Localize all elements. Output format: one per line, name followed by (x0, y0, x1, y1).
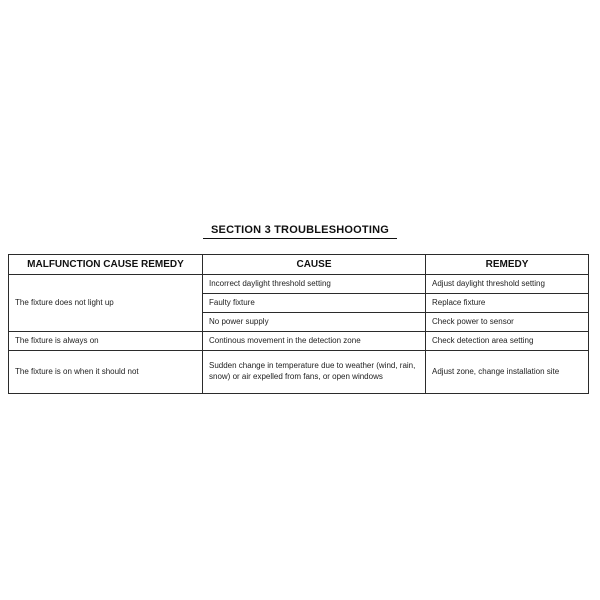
malfunction-cell: The fixture is always on (9, 332, 203, 351)
table-row (9, 351, 589, 394)
remedy-cell: Replace fixture (426, 294, 589, 313)
remedy-cell: Adjust zone, change installation site (426, 351, 589, 394)
table-row (9, 275, 589, 294)
section-title-row (0, 220, 600, 239)
troubleshooting-table (8, 254, 589, 394)
remedy-cell: Check power to sensor (426, 313, 589, 332)
remedy-cell: Adjust daylight threshold setting (426, 275, 589, 294)
cause-cell: Sudden change in temperature due to weather (wind, rain, snow) or air expelled from fans, or open windows (203, 351, 426, 394)
malfunction-cell: The fixture is on when it should not (9, 351, 203, 394)
cause-cell: Faulty fixture (203, 294, 426, 313)
section-title: SECTION 3 TROUBLESHOOTING (203, 224, 397, 239)
header-cell-malfunction: MALFUNCTION CAUSE REMEDY (9, 255, 203, 275)
header-cell-remedy: REMEDY (426, 255, 589, 275)
header-cell-cause: CAUSE (203, 255, 426, 275)
cause-cell: No power supply (203, 313, 426, 332)
cause-cell: Incorrect daylight threshold setting (203, 275, 426, 294)
table-header-row (9, 255, 589, 275)
malfunction-cell: The fixture does not light up (9, 275, 203, 332)
cause-cell: Continous movement in the detection zone (203, 332, 426, 351)
table-row (9, 332, 589, 351)
remedy-cell: Check detection area setting (426, 332, 589, 351)
